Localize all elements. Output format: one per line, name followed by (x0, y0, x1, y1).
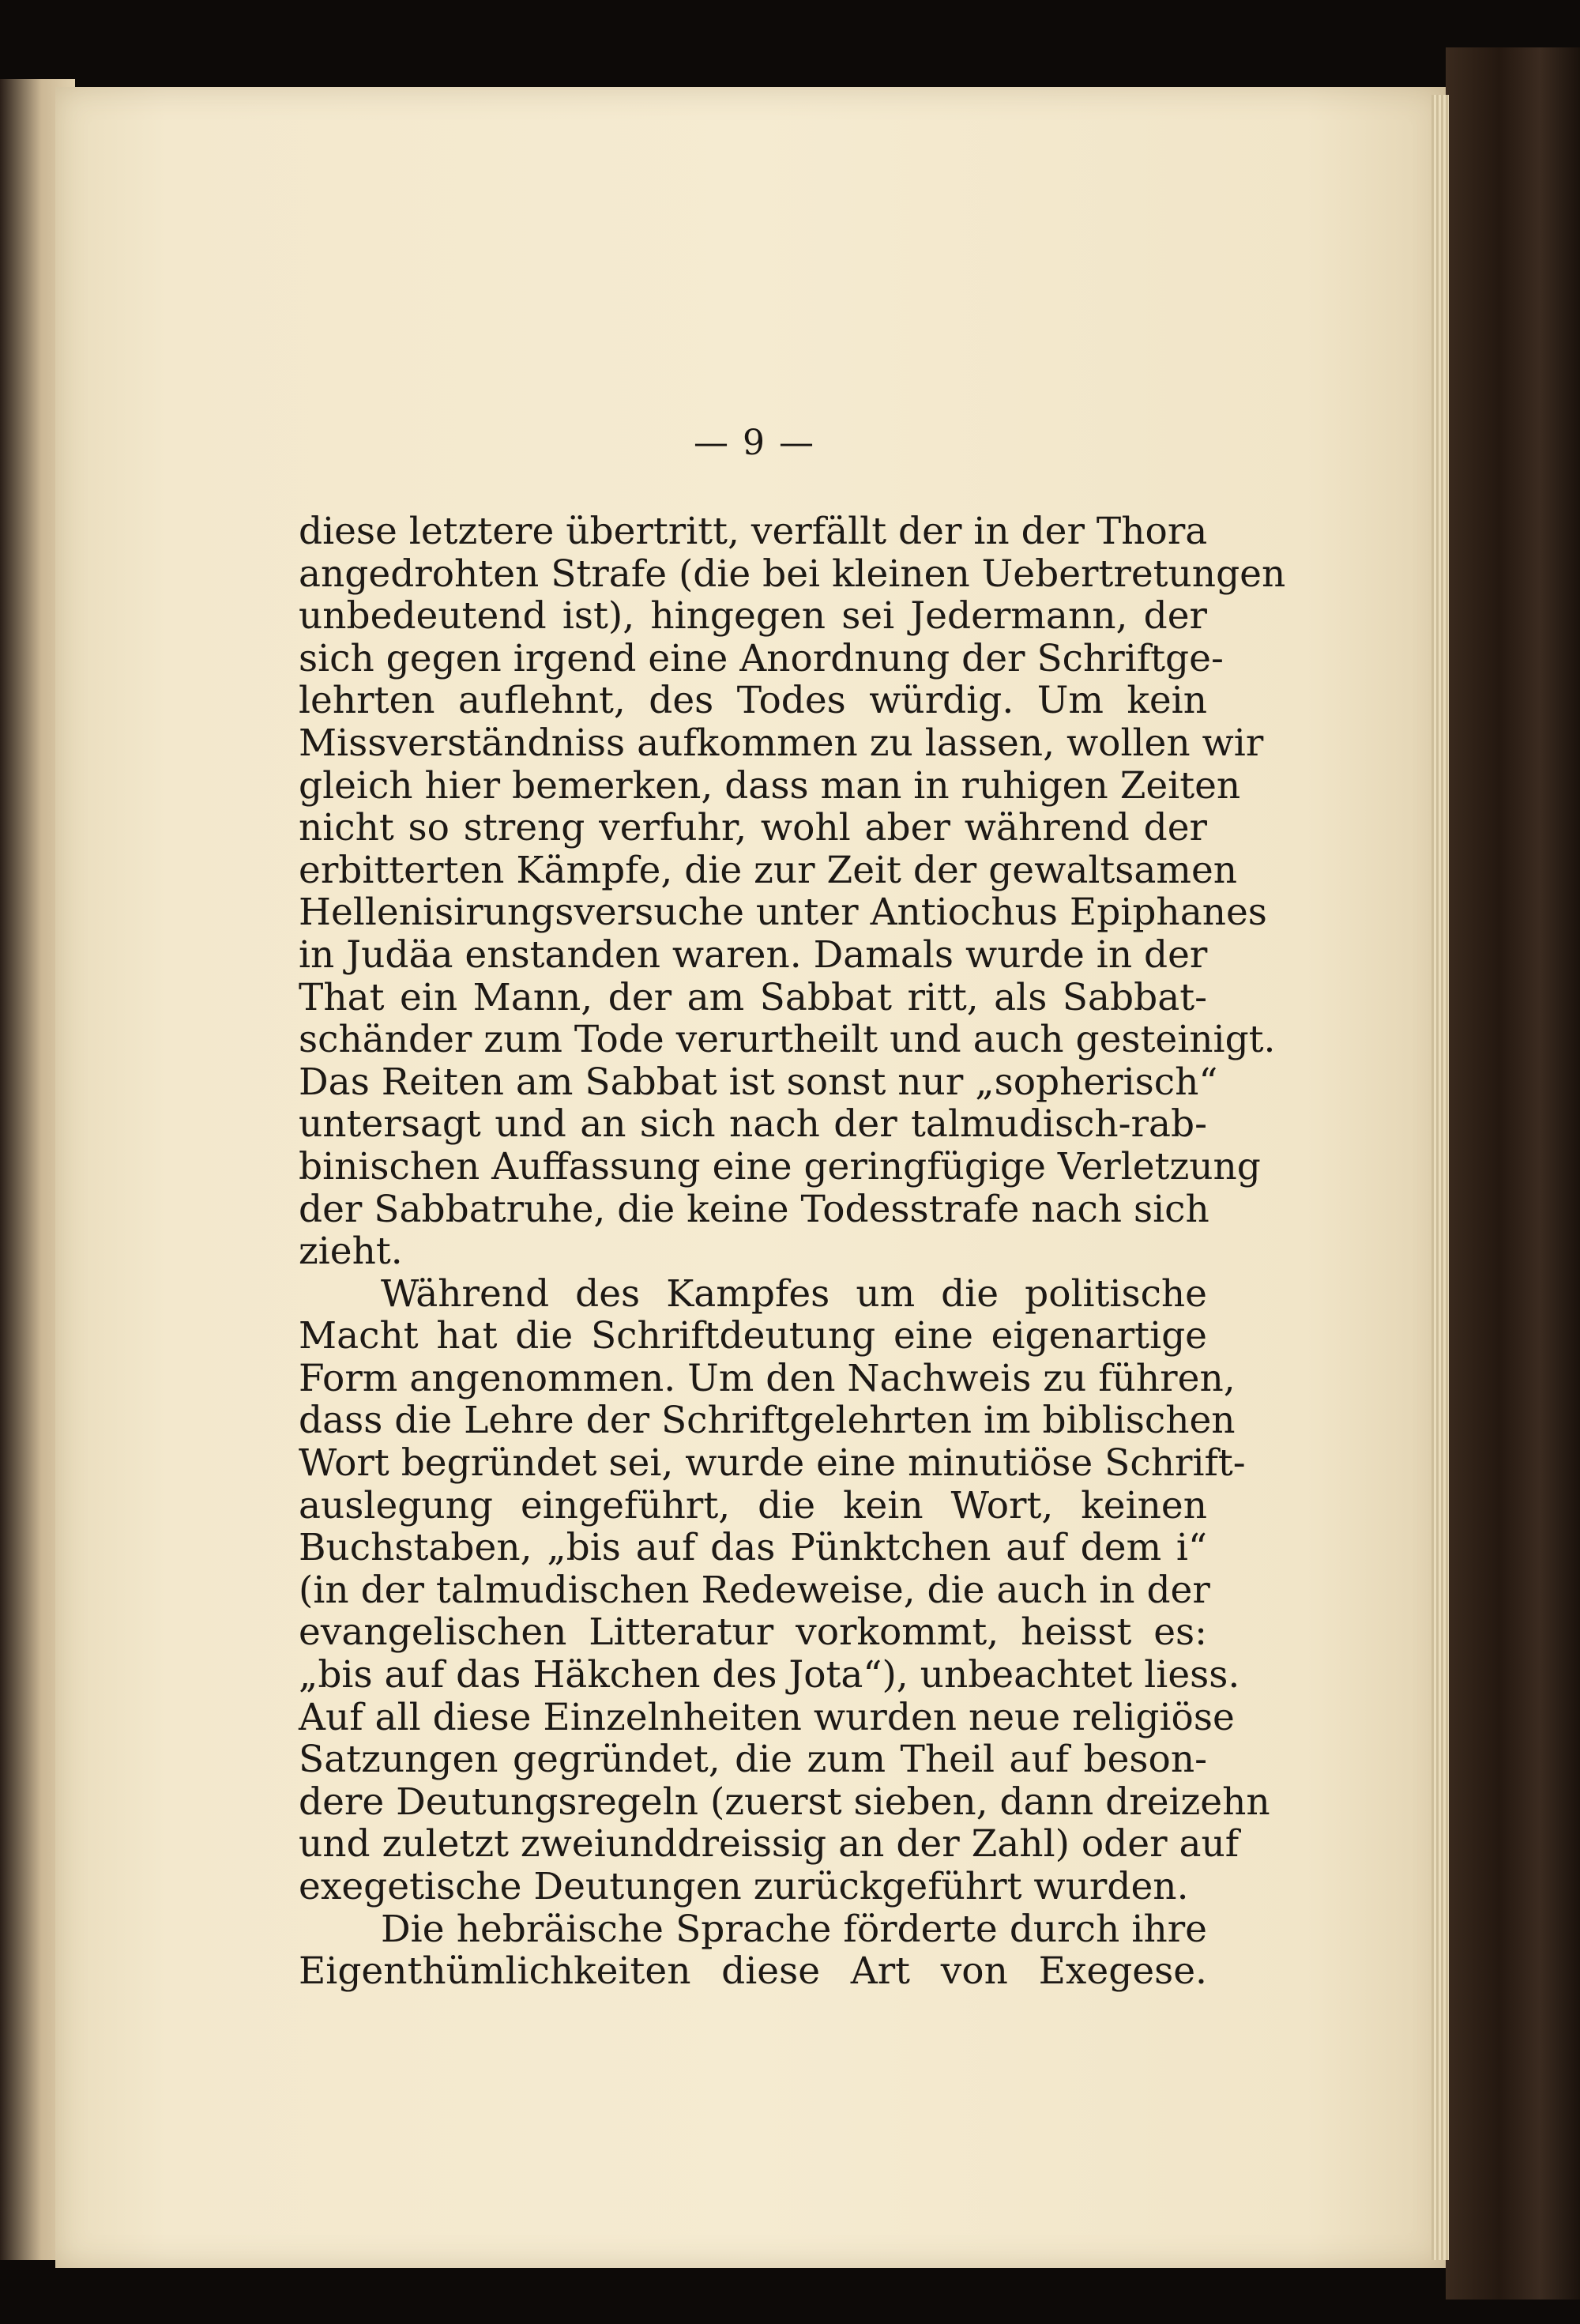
body-text (299, 510, 1286, 1994)
text-line: schänder zum Tode verurtheilt und auch gesteinigt. (299, 1018, 1276, 1062)
page-number: — 9 — (694, 423, 815, 463)
text-line: unbedeutend ist), hingegen sei Jedermann, der (299, 594, 1207, 638)
text-line: Wort begründet sei, wurde eine minutiöse Schrift- (299, 1441, 1246, 1486)
text-line: Eigenthümlichkeiten diese Art von Exegese. (299, 1949, 1207, 1994)
book-cover-edge (1446, 47, 1580, 2300)
text-line: und zuletzt zweiunddreissig an der Zahl) oder auf (299, 1822, 1240, 1866)
text-line: Macht hat die Schriftdeutung eine eigenartige (299, 1314, 1207, 1358)
text-line: diese letztere übertritt, verfällt der in der Thora (299, 510, 1208, 553)
text-line: That ein Mann, der am Sabbat ritt, als Sabbat- (299, 975, 1207, 1019)
text-line: lehrten auflehnt, des Todes würdig. Um kein (299, 679, 1207, 723)
text-line: Hellenisirungsversuche unter Antiochus Epiphanes (299, 891, 1267, 935)
text-line: Missverständniss aufkommen zu lassen, wollen wir (299, 721, 1264, 765)
text-line: Auf all diese Einzelnheiten wurden neue religiöse (299, 1695, 1235, 1739)
text-line: evangelischen Litteratur vorkommt, heisst es: (299, 1610, 1207, 1655)
text-line: sich gegen irgend eine Anordnung der Schriftge- (299, 636, 1224, 680)
page-stack-edge (1431, 95, 1449, 2260)
text-line: exegetische Deutungen zurückgeführt wurden. (299, 1865, 1189, 1908)
text-line: Während des Kampfes um die politische (381, 1271, 1207, 1316)
text-line: Die hebräische Sprache förderte durch ihre (381, 1907, 1207, 1951)
text-line: Form angenommen. Um den Nachweis zu führen, (299, 1356, 1236, 1400)
text-line: nicht so streng verfuhr, wohl aber während der (299, 806, 1207, 850)
text-line: Satzungen gegründet, die zum Theil auf beson- (299, 1738, 1207, 1782)
text-line: dass die Lehre der Schriftgelehrten im biblischen (299, 1399, 1236, 1443)
text-line: „bis auf das Häkchen des Jota“), unbeachtet liess. (299, 1653, 1240, 1697)
text-line: in Judäa enstanden waren. Damals wurde in der (299, 932, 1208, 977)
text-line: angedrohten Strafe (die bei kleinen Uebertretungen (299, 552, 1286, 596)
text-line: binischen Auffassung eine geringfügige Verletzung (299, 1144, 1261, 1188)
text-line: Buchstaben, „bis auf das Pünktchen auf dem i“ (299, 1526, 1207, 1570)
text-line: erbitterten Kämpfe, die zur Zeit der gewaltsamen (299, 848, 1238, 892)
text-line: zieht. (299, 1230, 403, 1274)
text-line: der Sabbatruhe, die keine Todesstrafe nach sich (299, 1187, 1209, 1231)
text-line: auslegung eingeführt, die kein Wort, keinen (299, 1483, 1207, 1527)
text-line: dere Deutungsregeln (zuerst sieben, dann dreizehn (299, 1780, 1270, 1824)
text-line: Das Reiten am Sabbat ist sonst nur „sopherisch“ (299, 1060, 1218, 1104)
text-line: (in der talmudischen Redeweise, die auch in der (299, 1568, 1210, 1612)
text-line: untersagt und an sich nach der talmudisch-rab- (299, 1102, 1207, 1147)
text-line: gleich hier bemerken, dass man in ruhigen Zeiten (299, 763, 1241, 808)
